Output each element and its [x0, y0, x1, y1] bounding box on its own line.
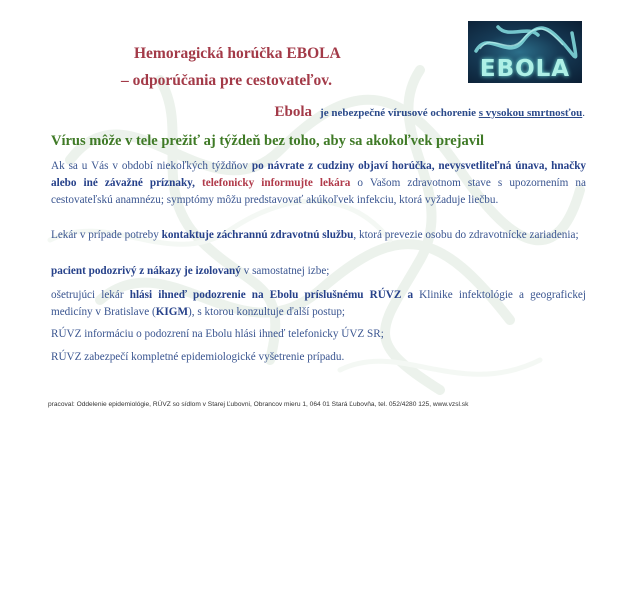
- paragraph-ambulance: [51, 227, 586, 244]
- p3-bold: pacient podozrivý z nákazy je izolovaný: [51, 265, 241, 277]
- p1-text2: o Vašom zdravotnom stave s upozornením na cestovateľskú anamnézu; symptómy môžu predstavovať akúkoľvek infekciu, ktorá vyžaduje liečbu.: [51, 177, 586, 206]
- paragraph-isolation: [51, 263, 586, 280]
- green-headline: Vírus môže v tele prežiť aj týždeň bez toho, aby sa akokoľvek prejavil: [51, 133, 485, 149]
- intro-underlined: s vysokou smrtnosťou: [478, 107, 583, 119]
- paragraph-ruvz-report: RÚVZ informáciu o podozrení na Ebolu hlási ihneď telefonicky ÚVZ SR;: [51, 328, 384, 340]
- p4-text2: Klinike infektológie a geografickej medicíny v Bratislave (: [51, 289, 587, 318]
- logo-text: EBOLA: [479, 56, 571, 82]
- p2-text1: Lekár v prípade potreby: [51, 229, 159, 241]
- intro-text: je nebezpečné vírusové ochorenie: [320, 107, 476, 119]
- p4-text3: ), s ktorou konzultuje ďalší postup;: [188, 306, 346, 318]
- paragraph-ruvz-investigation: RÚVZ zabezpečí kompletné epidemiologické vyšetrenie prípadu.: [51, 351, 345, 363]
- document-title-line1: Hemoragická horúčka EBOLA: [134, 45, 341, 62]
- p2-bold: kontaktuje záchrannú zdravotnú službu: [161, 229, 354, 241]
- intro-line: [0, 104, 585, 121]
- intro-end: .: [582, 107, 585, 119]
- ebola-logo: [468, 21, 582, 83]
- p1-red: telefonicky informujte lekára: [202, 177, 351, 189]
- footer-credits: pracoval: Oddelenie epidemiológie, RÚVZ so sídlom v Starej Ľubovni, Obrancov mieru 1, 064 01 Stará Ľubovňa, tel. 052/4280 125, www.vzsl.sk: [48, 401, 469, 408]
- intro-lead: Ebola: [274, 104, 313, 120]
- paragraph-symptoms: [51, 158, 586, 209]
- p4-bold2: KIGM: [155, 306, 189, 318]
- p4-text1: ošetrujúci lekár: [51, 289, 124, 301]
- p4-bold: hlási ihneď podozrenie na Ebolu príslušnému RÚVZ a: [129, 289, 414, 301]
- p1-bold: po návrate z cudziny objaví horúčka, nevysvetliteľná únava, hnačky alebo iné závažné príznaky,: [51, 160, 587, 189]
- p2-text2: , ktorá prevezie osobu do zdravotnícke zariadenia;: [353, 229, 579, 241]
- p1-text1: Ak sa u Vás v období niekoľkých týždňov: [51, 160, 248, 172]
- p3-text1: v samostatnej izbe;: [243, 265, 330, 277]
- paragraph-reporting: [51, 287, 586, 321]
- document-title-line2: – odporúčania pre cestovateľov.: [121, 72, 333, 89]
